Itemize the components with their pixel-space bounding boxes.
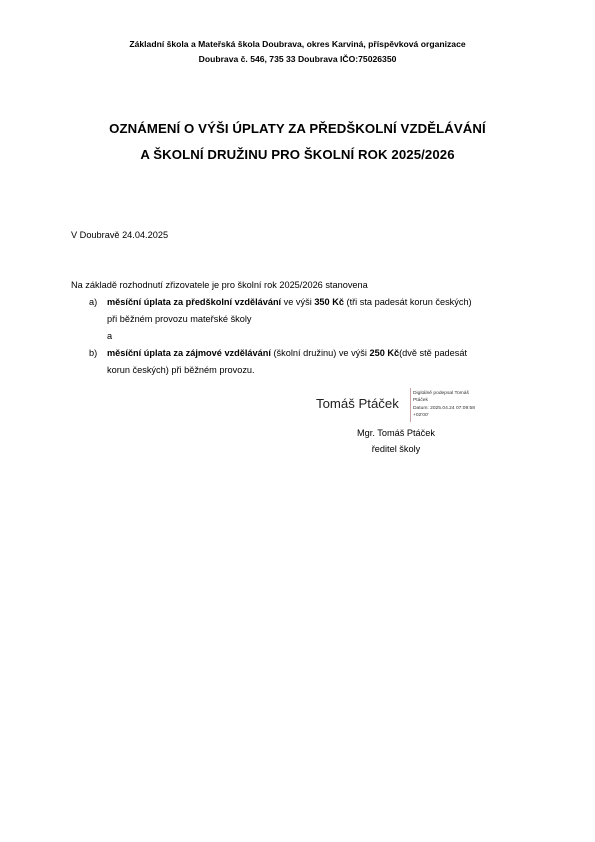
signer-role: ředitel školy bbox=[371, 444, 421, 454]
list-item-b-line2: korun českých) při běžném provozu. bbox=[107, 365, 255, 375]
signer-name: Mgr. Tomáš Ptáček bbox=[357, 428, 435, 438]
signature-meta-line2: Ptáček bbox=[413, 398, 428, 403]
list-item-a-line2: při běžném provozu mateřské školy bbox=[107, 314, 252, 324]
item-a-amount: 350 Kč bbox=[314, 297, 344, 307]
list-joiner: a bbox=[107, 331, 113, 341]
item-b-bold-label: měsíční úplata za zájmové vzdělávání bbox=[107, 348, 271, 358]
item-a-text: ve výši bbox=[281, 297, 315, 307]
school-header-address: Doubrava č. 546, 735 33 Doubrava IČO:75026350 bbox=[198, 54, 397, 64]
item-b-amount: 250 Kč bbox=[369, 348, 400, 358]
list-item-a-line1 bbox=[107, 296, 472, 309]
date-line: V Doubravě 24.04.2025 bbox=[71, 230, 169, 240]
item-a-bold-label: měsíční úplata za předškolní vzdělávání bbox=[107, 297, 282, 307]
list-marker-b: b) bbox=[89, 348, 98, 358]
item-a-amount-words: (tři sta padesát korun českých) bbox=[343, 297, 472, 307]
item-b-amount-words: (dvě stě padesát bbox=[399, 348, 468, 358]
signature-meta-line1: Digitálně podepsal Tomáš bbox=[413, 391, 469, 396]
digital-signature-name: Tomáš Ptáček bbox=[316, 396, 399, 411]
list-item-b-line1 bbox=[107, 347, 467, 360]
document-title-line2: A ŠKOLNÍ DRUŽINU PRO ŠKOLNÍ ROK 2025/2026 bbox=[140, 147, 455, 162]
school-header-name: Základní škola a Mateřská škola Doubrava, okres Karviná, příspěvková organizace bbox=[129, 39, 466, 49]
intro-paragraph: Na základě rozhodnutí zřizovatele je pro školní rok 2025/2026 stanovena bbox=[71, 280, 368, 290]
list-marker-a: a) bbox=[89, 297, 98, 307]
document-title-line1: OZNÁMENÍ O VÝŠI ÚPLATY ZA PŘEDŠKOLNÍ VZDĚLÁVÁNÍ bbox=[109, 121, 486, 136]
signature-divider bbox=[410, 388, 411, 422]
signature-meta-offset: +02'00' bbox=[413, 413, 429, 418]
item-b-text: (školní družinu) ve výši bbox=[270, 348, 370, 358]
signature-meta-date: Datum: 2025.04.24 07:09:58 bbox=[413, 406, 475, 411]
